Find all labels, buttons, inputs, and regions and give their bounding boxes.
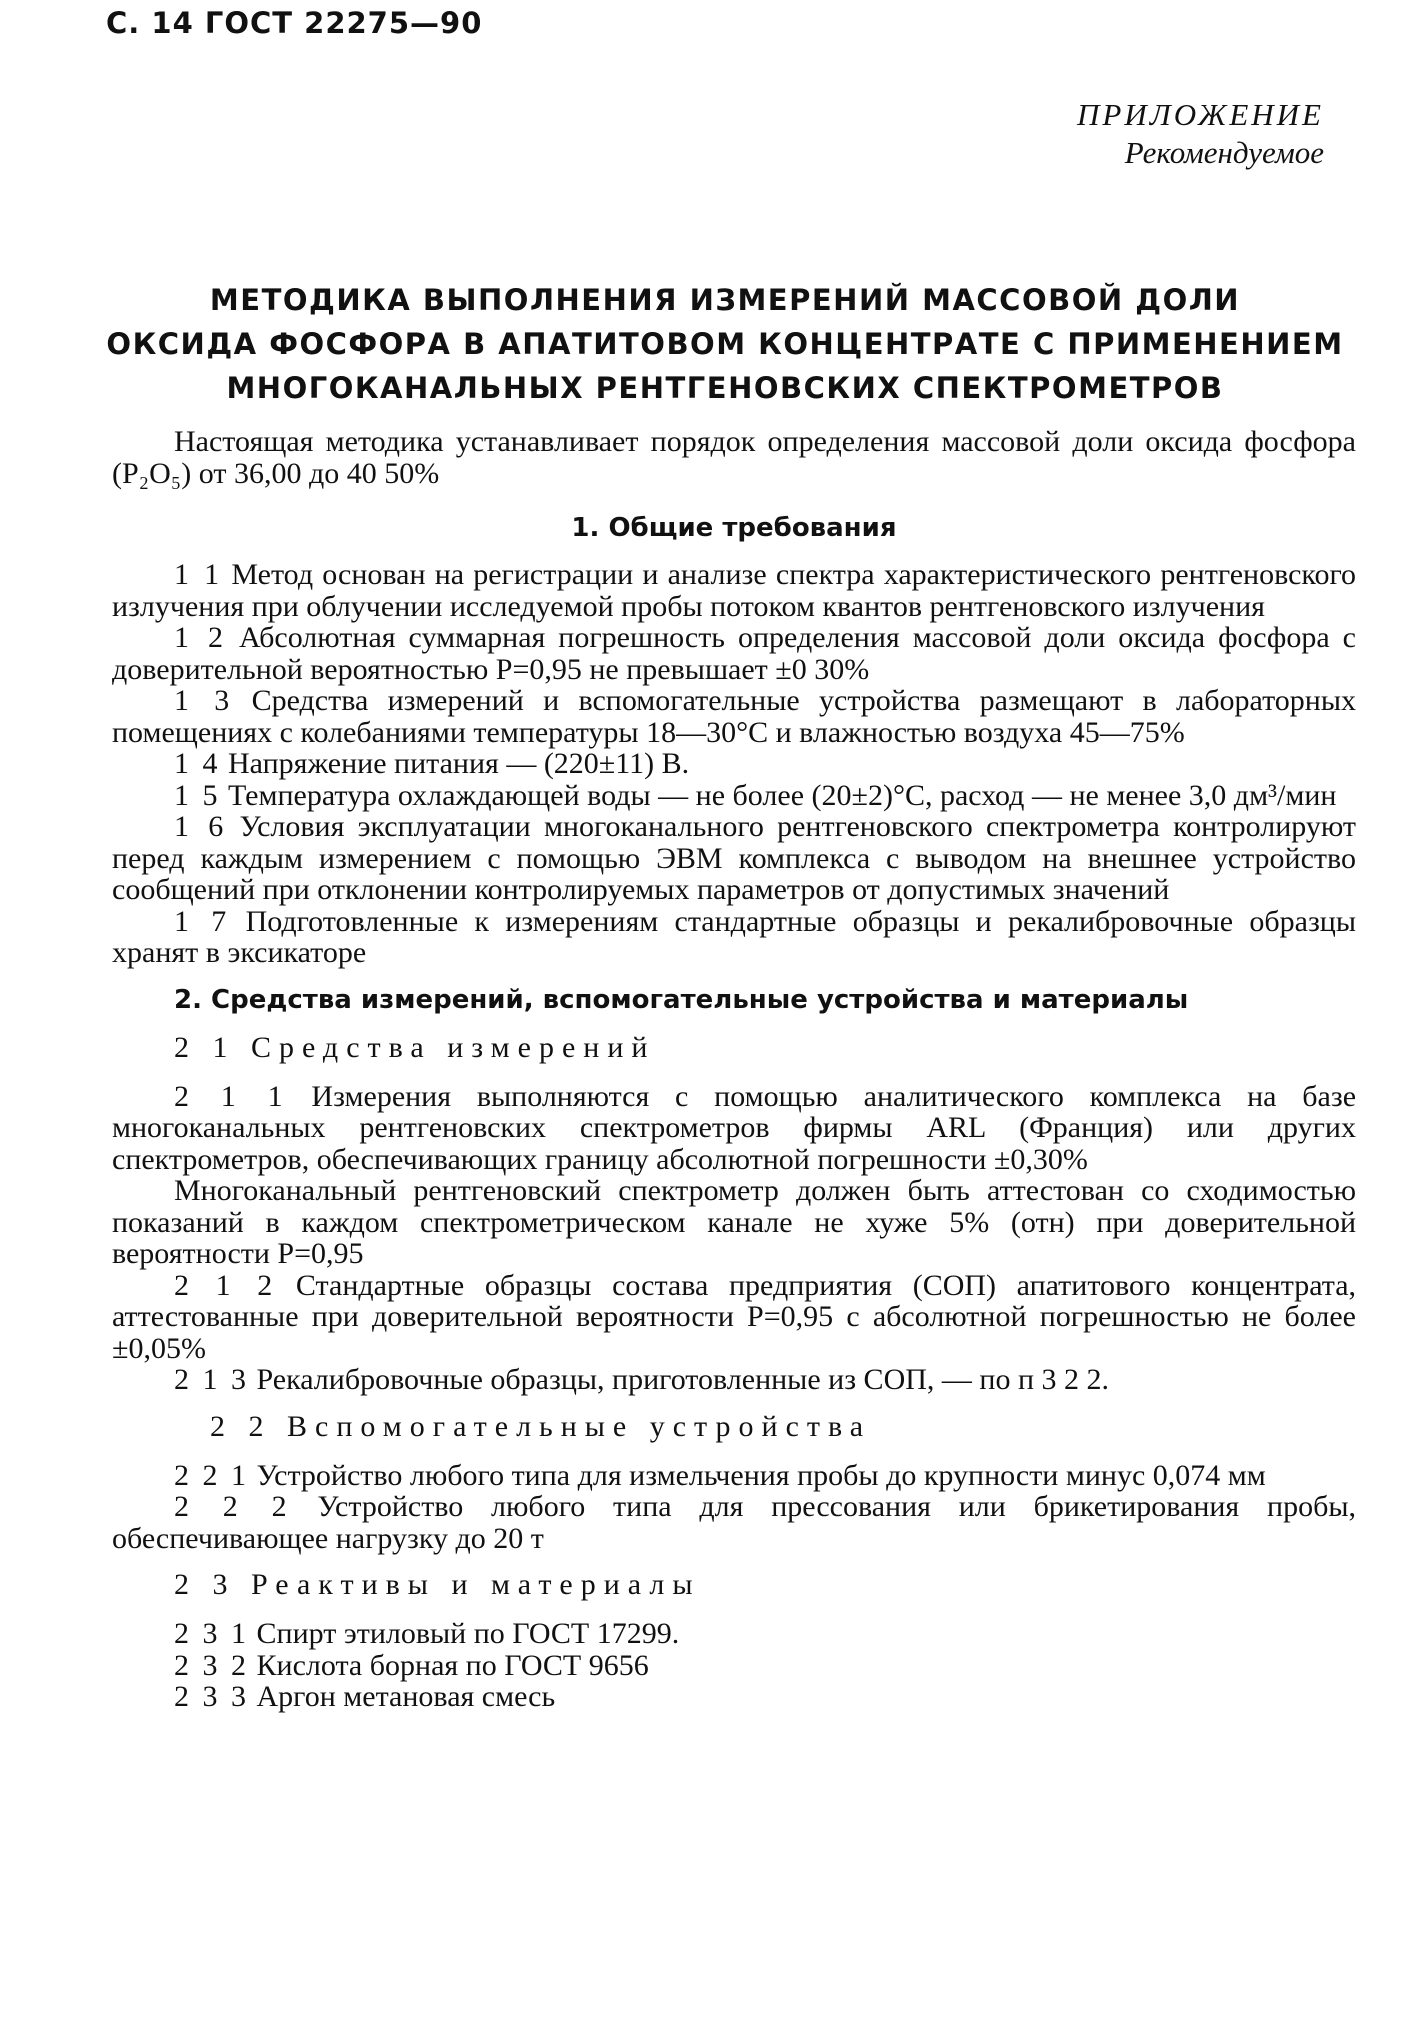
section-1-heading: 1. Общие требования (571, 513, 897, 543)
clause-text: Устройство любого типа для прессования или брикетирования пробы, обеспечивающее нагрузку до 20 т (112, 1490, 1357, 1555)
clause-1-4 (112, 748, 1356, 780)
clause-text: Кислота борная по ГОСТ 9656 (256, 1648, 649, 1682)
clause-2-2-2 (112, 1491, 1356, 1554)
clause-number: 2 1 2 (174, 1268, 276, 1302)
intro-paragraph: Настоящая методика устанавливает порядок определения массовой доли оксида фосфора (P₂O₅) от 36,00 до 40 50% (112, 425, 1356, 490)
clause-1-1 (112, 559, 1356, 622)
clause-text: Условия эксплуатации многоканального рентгеновского спектрометра контролируют перед каждым измерением с помощью ЭВМ комплекса с выводом на внешнее устройство сообщений при отклонении контролируемых параметров от допустимых значений (112, 810, 1357, 906)
document-title (100, 278, 1350, 410)
clause-2-2-1 (112, 1460, 1356, 1492)
clause-text: Температура охлаждающей воды — не более (20±2)°С, расход — не менее 3,0 дм³/мин (228, 778, 1337, 812)
clause-text: Средства измерений и вспомогательные устройства размещают в лабораторных помещениях с колебаниями температуры 18—30°С и влажностью воздуха 45—75% (112, 684, 1356, 749)
clause-text: Спирт этиловый по ГОСТ 17299. (256, 1617, 680, 1650)
appendix-label (1077, 96, 1324, 172)
clause-number: 1 6 (174, 810, 227, 843)
clause-number: 2 2 2 (174, 1490, 290, 1523)
clause-number: 1 4 (174, 747, 221, 780)
clause-2-1-1 (112, 1081, 1356, 1176)
clause-number: 1 7 (174, 904, 230, 938)
subsection-2-3-heading: 2 3 Реактивы и материалы (174, 1568, 701, 1601)
clause-1-2 (112, 622, 1356, 685)
clause-number: 1 2 (174, 621, 226, 654)
clause-text: Многоканальный рентгеновский спектрометр должен быть аттестован со сходимостью показаний в каждом спектрометрическом канале не хуже 5% (отн) при доверительной вероятности P=0,95 (112, 1174, 1356, 1270)
clause-text: Напряжение питания — (220±11) В. (228, 747, 690, 780)
clause-text: Измерения выполняются с помощью аналитического комплекса на базе многоканальных рентгеновских спектрометров фирмы ARL (Франция) или других спектрометров, обеспечивающих границу абсолютной погрешности ±0,30% (112, 1079, 1357, 1176)
clause-number: 2 1 3 (174, 1363, 249, 1396)
clause-text: Устройство любого типа для измельчения пробы до крупности минус 0,074 мм (256, 1458, 1266, 1492)
clause-number: 1 5 (174, 778, 221, 812)
clause-2-3-2 (112, 1650, 1356, 1682)
section-2-heading: 2. Средства измерений, вспомогательные устройства и материалы (174, 984, 1189, 1015)
subsection-2-2-heading: 2 2 Вспомогательные устройства (210, 1409, 872, 1443)
clause-number: 1 3 (174, 684, 233, 717)
document-body (112, 426, 1356, 1713)
appendix-subtitle: Рекомендуемое (1124, 135, 1324, 170)
clause-2-1-1-cont (112, 1175, 1356, 1270)
clause-number: 2 3 2 (174, 1648, 249, 1682)
clause-number: 2 2 1 (174, 1458, 249, 1492)
clause-1-3 (112, 685, 1356, 748)
clause-number: 1 1 (174, 558, 223, 591)
clause-text: Подготовленные к измерениям стандартные образцы и рекалибровочные образцы хранят в эксикаторе (112, 904, 1357, 969)
clause-number: 2 3 1 (174, 1617, 249, 1650)
clause-text: Аргон метановая смесь (256, 1680, 556, 1713)
subsection-2-1-heading: 2 1 Средства измерений (174, 1030, 656, 1064)
clause-2-1-2 (112, 1270, 1356, 1365)
clause-number: 2 1 1 (174, 1079, 286, 1113)
clause-number: 2 3 3 (174, 1680, 249, 1713)
clause-text: Метод основан на регистрации и анализе спектра характеристического рентгеновского излучения при облучении исследуемой пробы потоком квантов рентгеновского излучения (112, 558, 1357, 623)
clause-2-1-3 (112, 1364, 1356, 1396)
appendix-title: ПРИЛОЖЕНИЕ (1077, 97, 1324, 132)
clause-2-3-3 (112, 1681, 1356, 1713)
clause-text: Рекалибровочные образцы, приготовленные из СОП, — по п 3 2 2. (256, 1363, 1110, 1396)
clause-2-3-1 (112, 1618, 1356, 1650)
title-line: МНОГОКАНАЛЬНЫХ РЕНТГЕНОВСКИХ СПЕКТРОМЕТРОВ (226, 371, 1224, 405)
title-line: ОКСИДА ФОСФОРА В АПАТИТОВОМ КОНЦЕНТРАТЕ С ПРИМЕНЕНИЕМ (106, 327, 1344, 361)
clause-1-6 (112, 811, 1356, 906)
title-line: МЕТОДИКА ВЫПОЛНЕНИЯ ИЗМЕРЕНИЙ МАССОВОЙ ДОЛИ (209, 283, 1241, 317)
clause-1-7 (112, 906, 1356, 969)
clause-text: Абсолютная суммарная погрешность определения массовой доли оксида фосфора с доверительной вероятностью P=0,95 не превышает ±0 30% (112, 621, 1356, 686)
clause-text: Стандартные образцы состава предприятия (СОП) апатитового концентрата, аттестованные при доверительной вероятности P=0,95 с абсолютной погрешностью не более ±0,05% (112, 1268, 1357, 1365)
clause-1-5 (112, 780, 1356, 812)
page-header: С. 14 ГОСТ 22275—90 (106, 6, 483, 40)
